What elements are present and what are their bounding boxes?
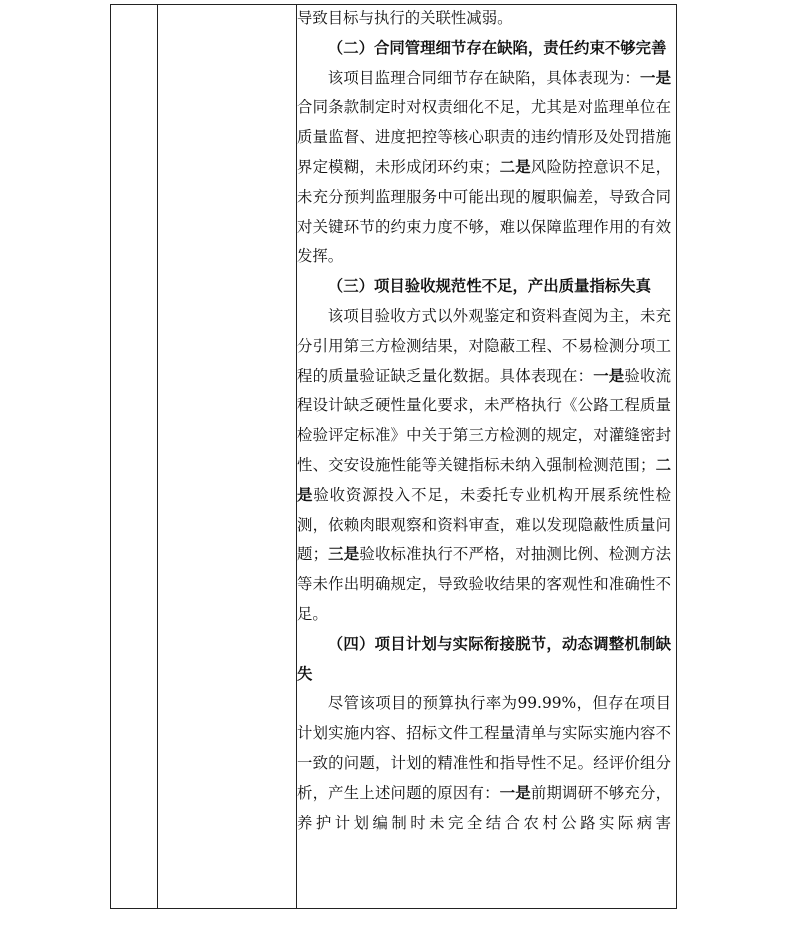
emphasis-first: 一是: [499, 783, 531, 802]
table-column-1: [111, 5, 158, 908]
table-column-2: [157, 5, 297, 908]
emphasis-third: 三是: [327, 545, 360, 564]
paragraph-intro: 导致目标与执行的关联性减弱。: [297, 9, 513, 27]
heading-section-3: （三）项目验收规范性不足，产出质量指标失真: [327, 277, 652, 296]
paragraph-section-3: 该项目验收方式以外观鉴定和资料查阅为主，未充分引用第三方检测结果，对隐蔽工程、不易检测分项工程的质量验证缺乏量化数据。具体表现在：一是验收流程设计缺乏硬性量化要求，未严格执行《公路工程质量检验评定标准》中关于第三方检测的规定，对灌缝密封性、交安设施性能等关键指标未纳入强制检测范围；二是验收资源投入不足，未委托专业机构开展系统性检测，依赖肉眼观察和资料审查，难以发现隐蔽性质量问题；三是验收标准执行不严格，对抽测比例、检测方法等未作出明确规定，导致验收结果的客观性和准确性不足。: [297, 306, 671, 623]
content-cell: [297, 4, 671, 838]
paragraph-section-4: 尽管该项目的预算执行率为99.99%，但存在项目计划实施内容、招标文件工程量清单与实际实施内容不一致的问题，计划的精准性和指导性不足。经评价组分析，产生上述问题的原因有：一是前期调研不够充分，养护计划编制时未完全结合农村公路实际病害: [297, 694, 671, 832]
heading-section-4: （四）项目计划与实际衔接脱节，动态调整机制缺失: [297, 634, 671, 683]
emphasis-second: 二是: [499, 157, 531, 176]
emphasis-first: 一是: [593, 366, 625, 385]
emphasis-second: 二是: [297, 455, 671, 504]
emphasis-first: 一是: [639, 68, 671, 87]
heading-section-2: （二）合同管理细节存在缺陷，责任约束不够完善: [327, 38, 667, 57]
paragraph-section-2: 该项目监理合同细节存在缺陷，具体表现为：一是合同条款制定时对权责细化不足，尤其是对监理单位在质量监督、进度把控等核心职责的违约情形及处罚措施界定模糊，未形成闭环约束；二是风险防控意识不足，未充分预判监理服务中可能出现的履职偏差，导致合同对关键环节的约束力度不够，难以保障监理作用的有效发挥。: [297, 68, 671, 266]
